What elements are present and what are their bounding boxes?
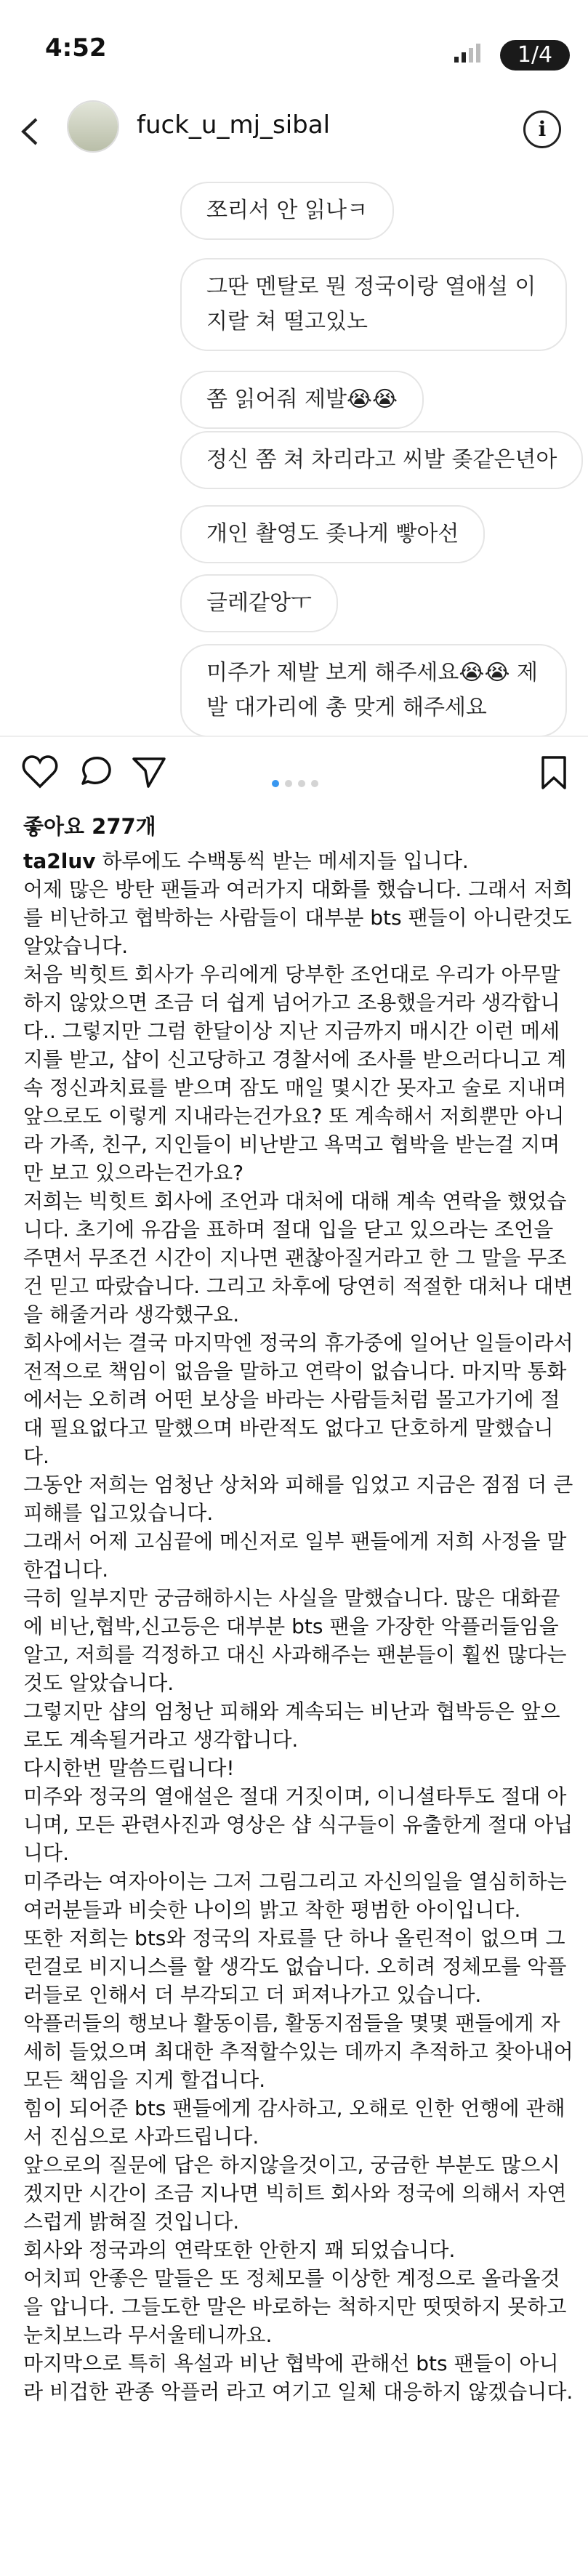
caption-line: 또한 저희는 bts와 정국의 자료를 단 하나 올린적이 없으며 그런걸로 비지니스를 할 생각도 없습니다. 오히려 정체모를 악플러들로 인해서 더 부각되고 더 퍼져나가고 있습니다.: [23, 1926, 567, 2007]
like-count[interactable]: 좋아요 277개: [23, 814, 156, 839]
divider: [0, 736, 588, 737]
caption-line: 힘이 되어준 bts 팬들에게 감사하고, 오해로 인한 언행에 관해서 진심으로 사과드립니다.: [23, 2096, 565, 2149]
share-icon[interactable]: [131, 754, 167, 789]
caption-line: 처음 빅힛트 회사가 우리에게 당부한 조언대로 우리가 아무말 하지 않았으면 조금 더 쉽게 넘어가고 조용했을거라 생각합니다.. 그렇지만 그럼 한달이상 지난 지금까지 매시간 이런 메세지를 받고, 샵이 신고당하고 경찰서에 조사를 받으러다니고 계속 정신과치료를 받으며 잠도 매일 몇시간 못자고 술로 지내며 앞으로도 이렇게 지내라는건가요? 또 계속해서 저희뿐만 아니라 가족, 친구, 지인들이 비난받고 욕먹고 협박을 받는걸 지며만 보고 있으라는건가요?: [23, 962, 567, 1185]
caption-line: 앞으로의 질문에 답은 하지않을것이고, 궁금한 부분도 많으시겠지만 시간이 조금 지나면 빅히트 회사와 정국에 의해서 자연스럽게 밝혀질 것입니다.: [23, 2153, 567, 2234]
caption-line: 그동안 저희는 엄청난 상처와 피해를 입었고 지금은 점점 더 큰 피해를 입고있습니다.: [23, 1473, 573, 1525]
avatar[interactable]: [67, 100, 119, 153]
comment-icon[interactable]: [77, 754, 113, 789]
info-icon[interactable]: i: [523, 110, 561, 148]
message-bubble: 쪼리서 안 읽나ㅋ: [180, 182, 394, 240]
caption-line: 어치피 안좋은 말들은 또 정체모를 이상한 계정으로 올라올것을 압니다. 그들도한 말은 바로하는 척하지만 떳떳하지 못하고 눈치보느라 무서울테니까요.: [23, 2266, 567, 2347]
caption-line: 그래서 어제 고심끝에 메신저로 일부 팬들에게 저희 사정을 말한겁니다.: [23, 1529, 567, 1582]
message-bubble: 정신 쫌 쳐 차리라고 씨발 좆같은년아: [180, 431, 583, 489]
signal-icon: [454, 44, 483, 63]
message-bubble: 글레같앙ㅜ: [180, 574, 338, 632]
message-bubble: 그딴 멘탈로 뭔 정국이랑 열애설 이지랄 쳐 떨고있노: [180, 258, 567, 351]
message-bubble: 쫌 읽어줘 제발😭😭: [180, 371, 424, 429]
caption-line: 회사와 정국과의 연락또한 안한지 꽤 되었습니다.: [23, 2238, 456, 2262]
post-caption: [23, 847, 576, 2406]
bookmark-icon[interactable]: [539, 754, 568, 791]
caption-line: 극히 일부지만 궁금해하시는 사실을 말했습니다. 많은 대화끝에 비난,협박,신고등은 대부분 bts 팬을 가장한 악플러들임을 알고, 저희를 걱정하고 대신 사과해주는 팬분들이 훨씬 많다는것도 알았습니다.: [23, 1586, 567, 1695]
caption-line: 미주와 정국의 열애설은 절대 거짓이며, 이니셜타투도 절대 아니며, 모든 관련사진과 영상은 샵 식구들이 유출한게 절대 아닙니다.: [23, 1784, 573, 1865]
heart-icon[interactable]: [22, 754, 58, 789]
caption-line: 다시한번 말씀드립니다!: [23, 1756, 235, 1780]
status-bar: [0, 0, 588, 94]
status-time: 4:52: [45, 33, 107, 63]
chat-username[interactable]: fuck_u_mj_sibal: [137, 110, 331, 140]
image-counter-badge: 1/4: [500, 40, 570, 71]
caption-line: ta2luv 하루에도 수백통씩 받는 메세지들 입니다.: [23, 849, 469, 873]
message-bubble: 개인 촬영도 좆나게 빻아선: [180, 505, 485, 563]
caption-line: 미주라는 여자아이는 그저 그림그리고 자신의일을 열심히하는 여러분들과 비슷한 나이의 밝고 착한 평범한 아이입니다.: [23, 1869, 567, 1922]
post-actions: [0, 749, 588, 807]
back-arrow-icon[interactable]: [16, 113, 45, 156]
caption-line: 마지막으로 특히 욕설과 비난 협박에 관해선 bts 팬들이 아니라 비겁한 관종 악플러 라고 여기고 일체 대응하지 않겠습니다.: [23, 2351, 573, 2404]
caption-username[interactable]: ta2luv: [23, 849, 96, 873]
caption-line: 어제 많은 방탄 팬들과 여러가지 대화를 했습니다. 그래서 저희를 비난하고 협박하는 사람들이 대부분 bts 팬들이 아니란것도 알았습니다.: [23, 877, 573, 958]
caption-line: 회사에서는 결국 마지막엔 정국의 휴가중에 일어난 일들이라서 전적으로 책임이 없음을 말하고 연락이 없습니다. 마지막 통화에서는 오히려 어떤 보상을 바라는 사람들처럼 몰고가기에 절대 필요없다고 말했으며 바란적도 없다고 단호하게 말했습니다.: [23, 1331, 573, 1468]
caption-line: 그렇지만 샵의 엄청난 피해와 계속되는 비난과 협박등은 앞으로도 계속될거라고 생각합니다.: [23, 1699, 560, 1752]
caption-line: 악플러들의 행보나 활동이름, 활동지점들을 몇몇 팬들에게 자세히 들었으며 최대한 추적할수있는 데까지 추적하고 찾아내어 모든 책임을 지게 할겁니다.: [23, 2011, 573, 2092]
message-bubble: 미주가 제발 보게 해주세요😭😭 제발 대가리에 총 맞게 해주세요: [180, 644, 567, 737]
caption-line: 저희는 빅힛트 회사에 조언과 대처에 대해 계속 연락을 했었습니다. 초기에 유감을 표하며 절대 입을 닫고 있으라는 조언을 주면서 무조건 시간이 지나면 괜찮아질거라고 한 그 말을 무조건 믿고 따랐습니다. 그리고 차후에 당연히 적절한 대처나 대변을 해줄거라 생각했구요.: [23, 1189, 573, 1327]
carousel-dots: [269, 776, 321, 790]
